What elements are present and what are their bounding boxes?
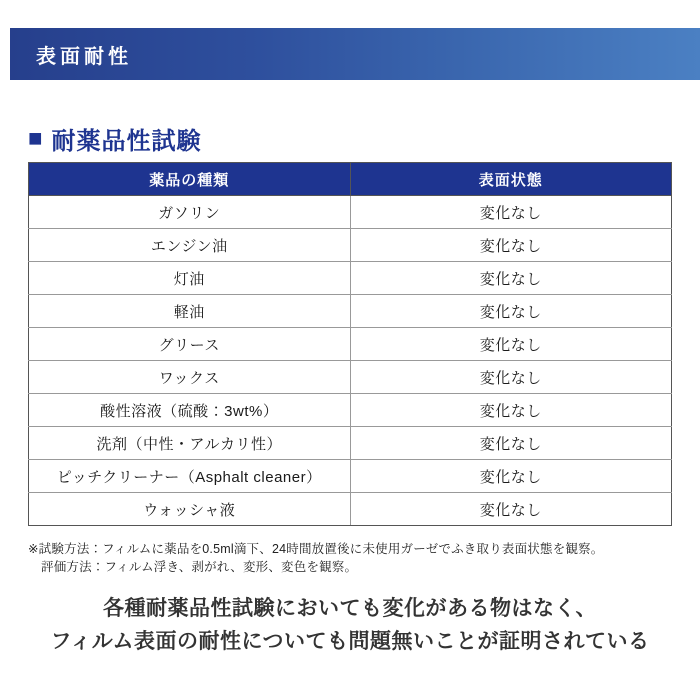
table-row [29, 295, 672, 328]
table-row [29, 394, 672, 427]
table-header-row [29, 163, 672, 196]
test-method-notes [28, 540, 678, 576]
table-row [29, 262, 672, 295]
table-row [29, 427, 672, 460]
table-row [29, 361, 672, 394]
table-row [29, 460, 672, 493]
chemical-cell: ピッチクリーナー（Asphalt cleaner） [29, 460, 351, 493]
column-header-surface: 表面状態 [350, 163, 672, 196]
chemical-cell: 軽油 [29, 295, 351, 328]
chemical-cell: 洗剤（中性・アルカリ性） [29, 427, 351, 460]
result-cell: 変化なし [350, 361, 672, 394]
chemical-cell: ウォッシャ液 [29, 493, 351, 526]
column-header-chemical: 薬品の種類 [29, 163, 351, 196]
result-cell: 変化なし [350, 262, 672, 295]
chemical-cell: ワックス [29, 361, 351, 394]
result-cell: 変化なし [350, 427, 672, 460]
note-test-method: ※試験方法：フィルムに薬品を0.5ml滴下、24時間放置後に未使用ガーゼでふき取り表面状態を観察。 [28, 542, 604, 556]
section-title: 耐薬品性試験 [51, 128, 202, 155]
chemical-cell: ガソリン [29, 196, 351, 229]
result-cell: 変化なし [350, 229, 672, 262]
result-cell: 変化なし [350, 328, 672, 361]
result-cell: 変化なし [350, 493, 672, 526]
chemical-cell: 灯油 [29, 262, 351, 295]
conclusion-text [0, 593, 700, 658]
note-evaluation-method: 評価方法：フィルム浮き、剥がれ、変形、変色を観察。 [41, 560, 358, 575]
table-row [29, 196, 672, 229]
chemical-cell: エンジン油 [29, 229, 351, 262]
banner-title: 表面耐性 [36, 45, 132, 68]
chemical-cell: グリース [29, 328, 351, 361]
result-cell: 変化なし [350, 394, 672, 427]
section-square-marker: ■ [28, 124, 44, 152]
conclusion-line-1: 各種耐薬品性試験においても変化がある物はなく、 [102, 597, 598, 620]
conclusion-line-2: フィルム表面の耐性についても問題無いことが証明されている [50, 629, 650, 653]
chemical-resistance-table [28, 162, 672, 526]
table-row [29, 328, 672, 361]
table-row [29, 493, 672, 526]
chemical-cell: 酸性溶液（硫酸：3wt%） [29, 394, 351, 427]
result-cell: 変化なし [350, 460, 672, 493]
table-row [29, 229, 672, 262]
section-heading [28, 121, 202, 156]
header-banner [10, 28, 700, 80]
result-cell: 変化なし [350, 196, 672, 229]
result-cell: 変化なし [350, 295, 672, 328]
